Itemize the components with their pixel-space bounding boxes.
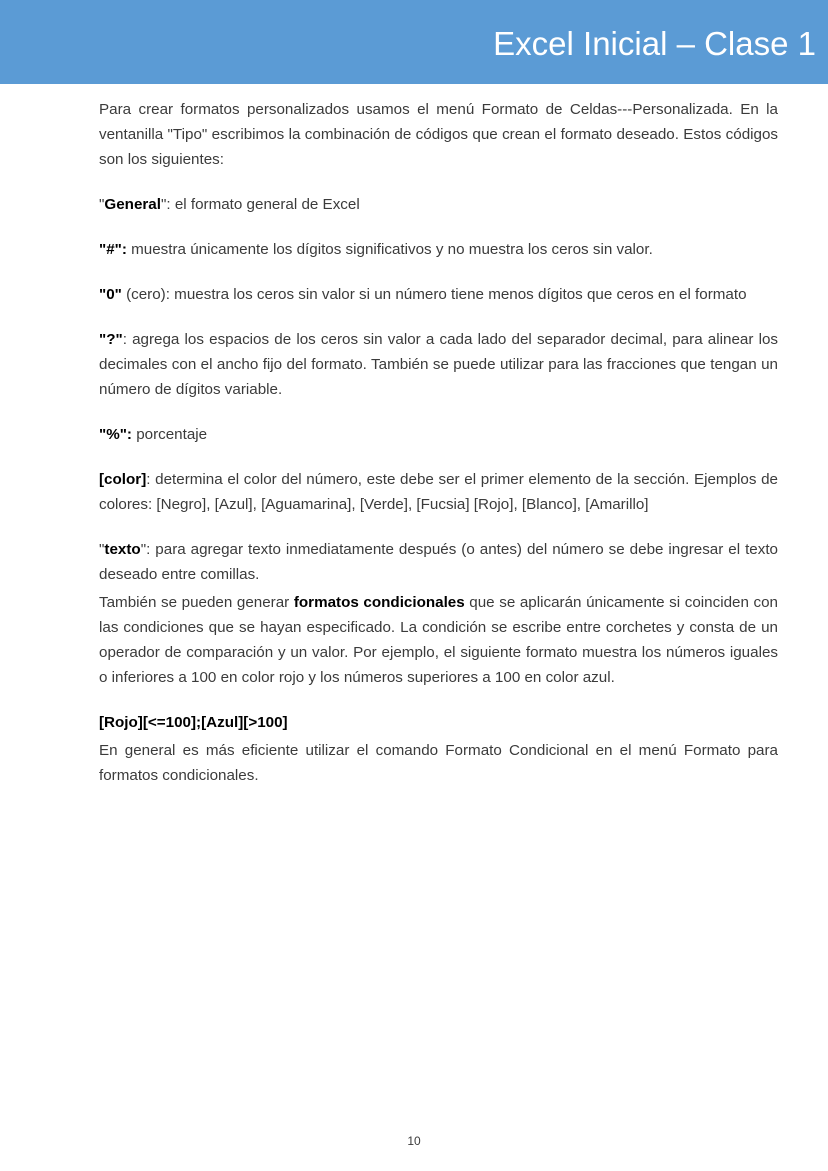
code-term: texto — [104, 541, 141, 558]
closing-paragraph: En general es más eficiente utilizar el comando Formato Condicional en el menú Formato para formatos condicionales. — [99, 742, 778, 784]
code-description: (cero): muestra los ceros sin valor si un número tiene menos dígitos que ceros en el formato — [121, 286, 747, 303]
code-general: "General": el formato general de Excel — [99, 196, 360, 213]
code-question — [99, 327, 778, 402]
code-description: : determina el color del número, este debe ser el primer elemento de la sección. Ejemplos de colores: [Negro], [Azul], [Aguamarina], [Verde], [Fucsia] [Rojo], [Blanco], [Amarillo] — [99, 471, 778, 513]
conditional-paragraph: También se pueden generar formatos condicionales que se aplicarán únicamente si coinciden con las condiciones que se hayan especificado. La condición se escribe entre corchetes y consta de un operador de comparación y un valor. Por ejemplo, el siguiente formato muestra los números iguales o inferiores a 100 en color rojo y los números superiores a 100 en color azul. — [99, 594, 778, 686]
code-term: "0" — [99, 286, 122, 303]
code-description: porcentaje — [131, 426, 208, 443]
document-title: Excel Inicial – Clase 1 — [493, 25, 816, 62]
example-format-code: [Rojo][<=100];[Azul][>100] — [99, 714, 288, 731]
code-hash — [99, 237, 778, 262]
code-color — [99, 467, 778, 517]
code-description: : para agregar texto inmediatamente después (o antes) del número se debe ingresar el texto deseado entre comillas. — [99, 541, 778, 583]
code-description: : el formato general de Excel — [166, 196, 360, 213]
code-percent — [99, 422, 778, 447]
code-term: "?" — [99, 331, 123, 348]
code-term: [color] — [99, 471, 147, 488]
page-body — [99, 97, 778, 788]
code-term: "%": — [99, 426, 132, 443]
code-term: "#": — [99, 241, 127, 258]
code-description: : agrega los espacios de los ceros sin valor a cada lado del separador decimal, para alinear los decimales con el ancho fijo del formato. También se puede utilizar para las fracciones que tengan un número de dígitos variable. — [99, 331, 778, 398]
intro-paragraph: Para crear formatos personalizados usamos el menú Formato de Celdas---Personalizada. En la ventanilla "Tipo" escribimos la combinación de códigos que crean el formato deseado. Estos códigos son los siguientes: — [99, 101, 778, 168]
page-header — [0, 0, 828, 84]
code-zero — [99, 282, 778, 307]
code-text: "texto": para agregar texto inmediatamente después (o antes) del número se debe ingresar el texto deseado entre comillas. — [99, 541, 778, 583]
code-term: General — [104, 196, 161, 213]
code-description: muestra únicamente los dígitos significativos y no muestra los ceros sin valor. — [126, 241, 653, 258]
page-number: 10 — [407, 1134, 421, 1148]
conditional-term: formatos condicionales — [293, 594, 465, 611]
